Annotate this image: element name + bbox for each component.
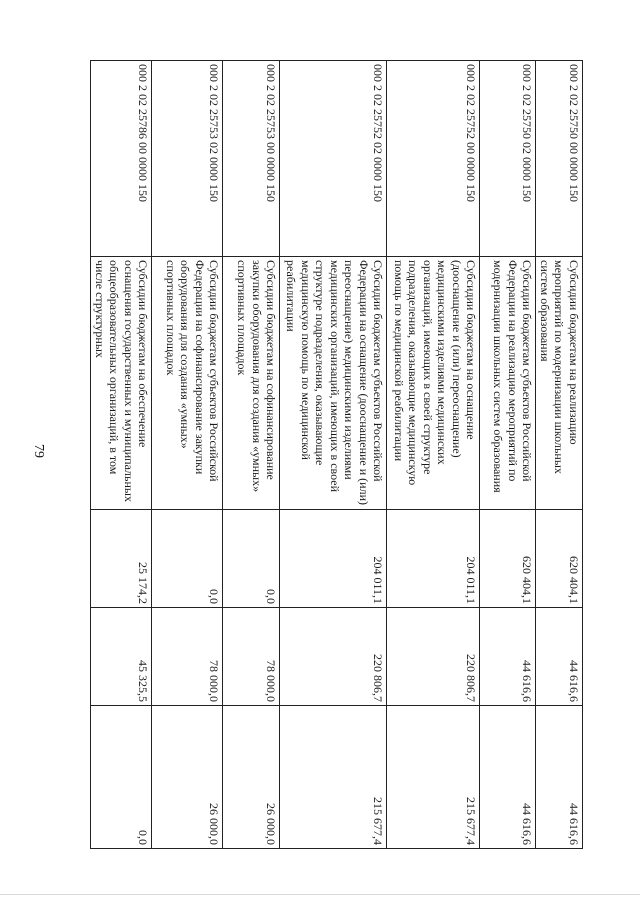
amount-cell: 78 000,0 [152,608,223,706]
description-cell: Субсидии бюджетам на софинансирование закупки оборудования для создания «умных» спортивных площадок [223,257,280,510]
description-cell: Субсидии бюджетам субъектов Российской Федерации на софинансирование закупки оборудования для создания «умных» спортивных площадок [152,257,223,510]
page-number: 79 [31,444,46,458]
amount-cell: 44 616,6 [480,608,536,706]
budget-code-cell: 000 2 02 25750 02 0000 150 [480,61,536,257]
table-row [536,61,583,849]
amount-cell: 204 011,1 [280,510,387,608]
budget-code-cell: 000 2 02 25752 00 0000 150 [387,61,480,257]
amount-cell: 26 000,0 [223,706,280,849]
budget-table [91,60,584,849]
table-row [480,61,536,849]
amount-cell: 620 404,1 [536,510,583,608]
budget-code-cell: 000 2 02 25786 00 0000 150 [91,61,152,257]
amount-cell: 25 174,2 [91,510,152,608]
rotated-table-wrapper [93,60,583,848]
amount-cell: 220 806,7 [387,608,480,706]
amount-cell: 215 677,4 [387,706,480,849]
amount-cell: 45 325,5 [91,608,152,706]
budget-code-cell: 000 2 02 25752 02 0000 150 [280,61,387,257]
budget-code-cell: 000 2 02 25750 00 0000 150 [536,61,583,257]
amount-cell: 44 616,6 [480,706,536,849]
amount-cell: 0,0 [152,510,223,608]
amount-cell: 620 404,1 [480,510,536,608]
description-cell: Субсидии бюджетам субъектов Российской Федерации на реализацию мероприятий по модернизации школьных систем образования [480,257,536,510]
description-cell: Субсидии бюджетам на реализацию мероприятий по модернизации школьных систем образования [536,257,583,510]
amount-cell: 220 806,7 [280,608,387,706]
description-cell: Субсидии бюджетам на оснащение (дооснащение и (или) переоснащение) медицинскими изделиями медицинских организаций, имеющих в своей структуре подразделения, оказывающие медицинскую помощь по медицинской реабилитации [387,257,480,510]
amount-cell: 44 616,6 [536,706,583,849]
table-row [280,61,387,849]
scan-edge-line [0,894,640,895]
amount-cell: 215 677,4 [280,706,387,849]
table-row [91,61,152,849]
table-row [152,61,223,849]
amount-cell: 0,0 [91,706,152,849]
amount-cell: 26 000,0 [152,706,223,849]
description-cell: Субсидии бюджетам на обеспечение оснащения государственных и муниципальных общеобразовательных организаций, в том числе структурных [91,257,152,510]
table-row [387,61,480,849]
description-cell: Субсидии бюджетам субъектов Российской Федерации на оснащение (дооснащение и (или) переоснащение) медицинскими изделиями медицинских организаций, имеющих в своей структуре подразделения, оказывающие медицинскую помощь по медицинской реабилитации [280,257,387,510]
table-row [223,61,280,849]
amount-cell: 0,0 [223,510,280,608]
budget-code-cell: 000 2 02 25753 02 0000 150 [152,61,223,257]
amount-cell: 44 616,6 [536,608,583,706]
amount-cell: 204 011,1 [387,510,480,608]
amount-cell: 78 000,0 [223,608,280,706]
budget-code-cell: 000 2 02 25753 00 0000 150 [223,61,280,257]
